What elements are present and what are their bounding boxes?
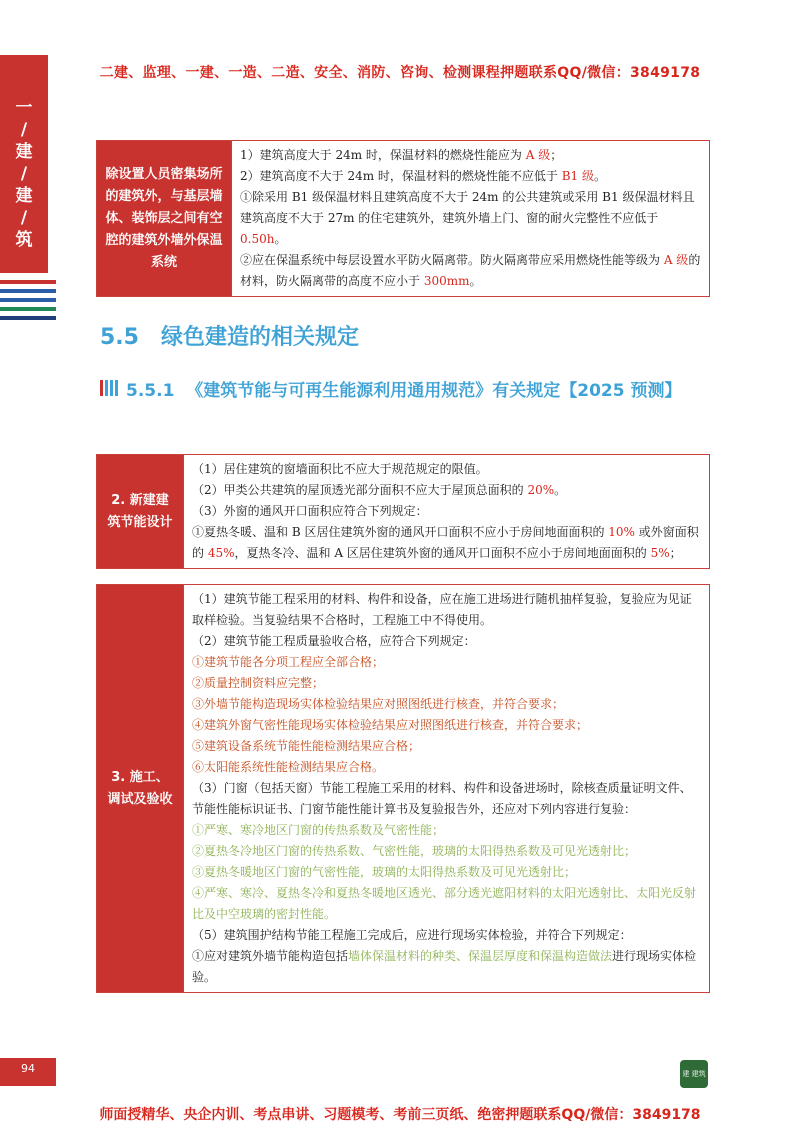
rule-line [192, 925, 701, 946]
rule-text: 。 [274, 232, 287, 246]
rule-text: 1）建筑高度大于 24m 时，保温材料的燃烧性能应为 [240, 148, 526, 162]
rule-line [192, 480, 701, 501]
table3-content [184, 585, 710, 993]
rule-line [192, 631, 701, 652]
table1-content [232, 141, 710, 297]
rule-text: ③外墙节能构造现场实体检验结果应对照图纸进行核查，并符合要求； [192, 697, 565, 711]
rule-text: （1）建筑节能工程采用的材料、构件和设备，应在施工进场进行随机抽样复验，复验应为见证取样检验。当复验结果不合格时，工程施工中不得使用。 [192, 592, 692, 627]
rule-line [192, 715, 701, 736]
rule-line [192, 778, 701, 820]
heading-bars-icon [100, 378, 120, 404]
side-tab-char: 建 [15, 142, 33, 162]
rule-text: ①建筑节能各分项工程应全部合格； [192, 655, 385, 669]
rule-line [240, 145, 701, 166]
rule-text: ②质量控制资料应完整； [192, 676, 325, 690]
rule-text: （5）建筑围护结构节能工程施工完成后，应进行现场实体检验，并符合下列规定： [192, 928, 632, 942]
table3-label: 3. 施工、调试及验收 [97, 585, 184, 993]
rule-line [192, 820, 701, 841]
side-tab-char: / [20, 208, 28, 228]
table2-label: 2. 新建建筑节能设计 [97, 455, 184, 569]
section-heading [100, 320, 359, 351]
footer-advert: 师面授精华、央企内训、考点串讲、习题模考、考前三页纸、绝密押题联系QQ/微信：3849178 [99, 1107, 701, 1123]
rule-text: ③夏热冬暖地区门窗的气密性能，玻璃的太阳得热系数及可见光透射比； [192, 865, 577, 879]
rule-text: A 级 [663, 253, 689, 267]
rule-line [192, 883, 701, 925]
rule-line [192, 757, 701, 778]
rule-text: 0.50h [240, 232, 275, 246]
rule-text: 墙体保温材料的种类、保温层厚度和保温构造做法 [348, 949, 613, 963]
section-title: 绿色建造的相关规定 [160, 325, 359, 350]
rule-line [192, 589, 701, 631]
rule-text: （2）甲类公共建筑的屋顶透光部分面积不应大于屋顶总面积的 [192, 483, 528, 497]
side-tab-char: / [20, 120, 28, 140]
rule-line [192, 736, 701, 757]
section-number: 5.5 [100, 325, 139, 350]
rule-line [192, 522, 701, 564]
rule-text: ①严寒、寒冷地区门窗的传热系数及气密性能； [192, 823, 445, 837]
rule-text: （3）门窗（包括天窗）节能工程施工采用的材料、构件和设备进场时，除核查质量证明文件、节能性能标识证书、门窗节能性能计算书及复验报告外，还应对下列内容进行复验： [192, 781, 692, 816]
rule-text: B1 级 [561, 169, 595, 183]
rule-text: （3）外窗的通风开口面积应符合下列规定： [192, 504, 428, 518]
rule-line [192, 694, 701, 715]
rule-text: ⑤建筑设备系统节能性能检测结果应合格； [192, 739, 421, 753]
rule-text: A 级 [525, 148, 551, 162]
side-tab-char: 建 [15, 186, 33, 206]
table2-content [184, 455, 710, 569]
rule-line [240, 250, 701, 292]
rule-text: 。 [469, 274, 482, 288]
subsection-title: 《建筑节能与可再生能源利用通用规范》有关规定【2025 预测】 [186, 381, 682, 401]
rule-line [192, 862, 701, 883]
rule-text: 45% [207, 546, 235, 560]
rule-text: ； [669, 546, 682, 560]
rule-text: 。 [554, 483, 567, 497]
chapter-side-tab [0, 55, 48, 273]
side-stripe [0, 316, 56, 320]
construction-acceptance-table [96, 584, 710, 993]
rule-text: ； [550, 148, 563, 162]
corner-badge-icon: 建 建筑 [680, 1060, 708, 1088]
rule-text: 或外窗面积的 [192, 525, 699, 560]
side-stripe [0, 298, 56, 302]
rule-text: ⑥太阳能系统性能检测结果应合格。 [192, 760, 385, 774]
subsection-number: 5.5.1 [126, 381, 175, 401]
rule-line [192, 652, 701, 673]
rule-text: 5% [650, 546, 670, 560]
rule-line [192, 841, 701, 862]
rule-text: 20% [527, 483, 555, 497]
rule-text: ①应对建筑外墙节能构造包括 [192, 949, 349, 963]
rule-line [192, 673, 701, 694]
rule-text: 10% [608, 525, 635, 539]
side-tab-char: 筑 [15, 230, 33, 250]
rule-text: ②应在保温系统中每层设置水平防火隔离带。防火隔离带应采用燃烧性能等级为 [240, 253, 664, 267]
rule-text: ，夏热冬冷、温和 A 区居住建筑外窗的通风开口面积不应小于房间地面面积的 [234, 546, 651, 560]
rule-line [192, 946, 701, 988]
rule-text: 。 [594, 169, 607, 183]
rule-text: 进行现场实体检验。 [192, 949, 697, 984]
rule-text: ②夏热冬冷地区门窗的传热系数、气密性能，玻璃的太阳得热系数及可见光透射比； [192, 844, 637, 858]
rule-line [192, 501, 701, 522]
rule-text: 的材料，防火隔离带的高度不应小于 [240, 253, 701, 288]
side-stripe [0, 280, 56, 284]
header-advert: 二建、监理、一建、一造、二造、安全、消防、咨询、检测课程押题联系QQ/微信：3849178 [99, 65, 701, 81]
rule-text: （2）建筑节能工程质量验收合格，应符合下列规定： [192, 634, 476, 648]
side-tab-char: 一 [15, 98, 33, 118]
rule-text: ④建筑外窗气密性能现场实体检验结果应对照图纸进行核查，并符合要求； [192, 718, 589, 732]
page-number: 94 [0, 1058, 56, 1086]
rule-text: （1）居住建筑的窗墙面积比不应大于规范规定的限值。 [192, 462, 488, 476]
rule-text: ①除采用 B1 级保温材料且建筑高度不大于 24m 的公共建筑或采用 B1 级保温材料且建筑高度不大于 27m 的住宅建筑外，建筑外墙上门、窗的耐火完整性不应低于 [240, 190, 695, 225]
rule-text: ④严寒、寒冷、夏热冬冷和夏热冬暖地区透光、部分透光遮阳材料的太阳光透射比、太阳光反射比及中空玻璃的密封性能。 [192, 886, 697, 921]
side-stripe [0, 289, 56, 293]
side-stripe [0, 307, 56, 311]
subsection-heading [100, 378, 720, 404]
rule-line [240, 187, 701, 250]
rule-text: 2）建筑高度不大于 24m 时，保温材料的燃烧性能不应低于 [240, 169, 562, 183]
rule-line [192, 459, 701, 480]
rule-text: ①夏热冬暖、温和 B 区居住建筑外窗的通风开口面积不应小于房间地面面积的 [192, 525, 609, 539]
fire-insulation-table [96, 140, 710, 297]
side-tab-char: / [20, 164, 28, 184]
rule-line [240, 166, 701, 187]
energy-design-table [96, 454, 710, 569]
table1-label: 除设置人员密集场所的建筑外，与基层墙体、装饰层之间有空腔的建筑外墙外保温系统 [97, 141, 232, 297]
rule-text: 300mm [423, 274, 470, 288]
